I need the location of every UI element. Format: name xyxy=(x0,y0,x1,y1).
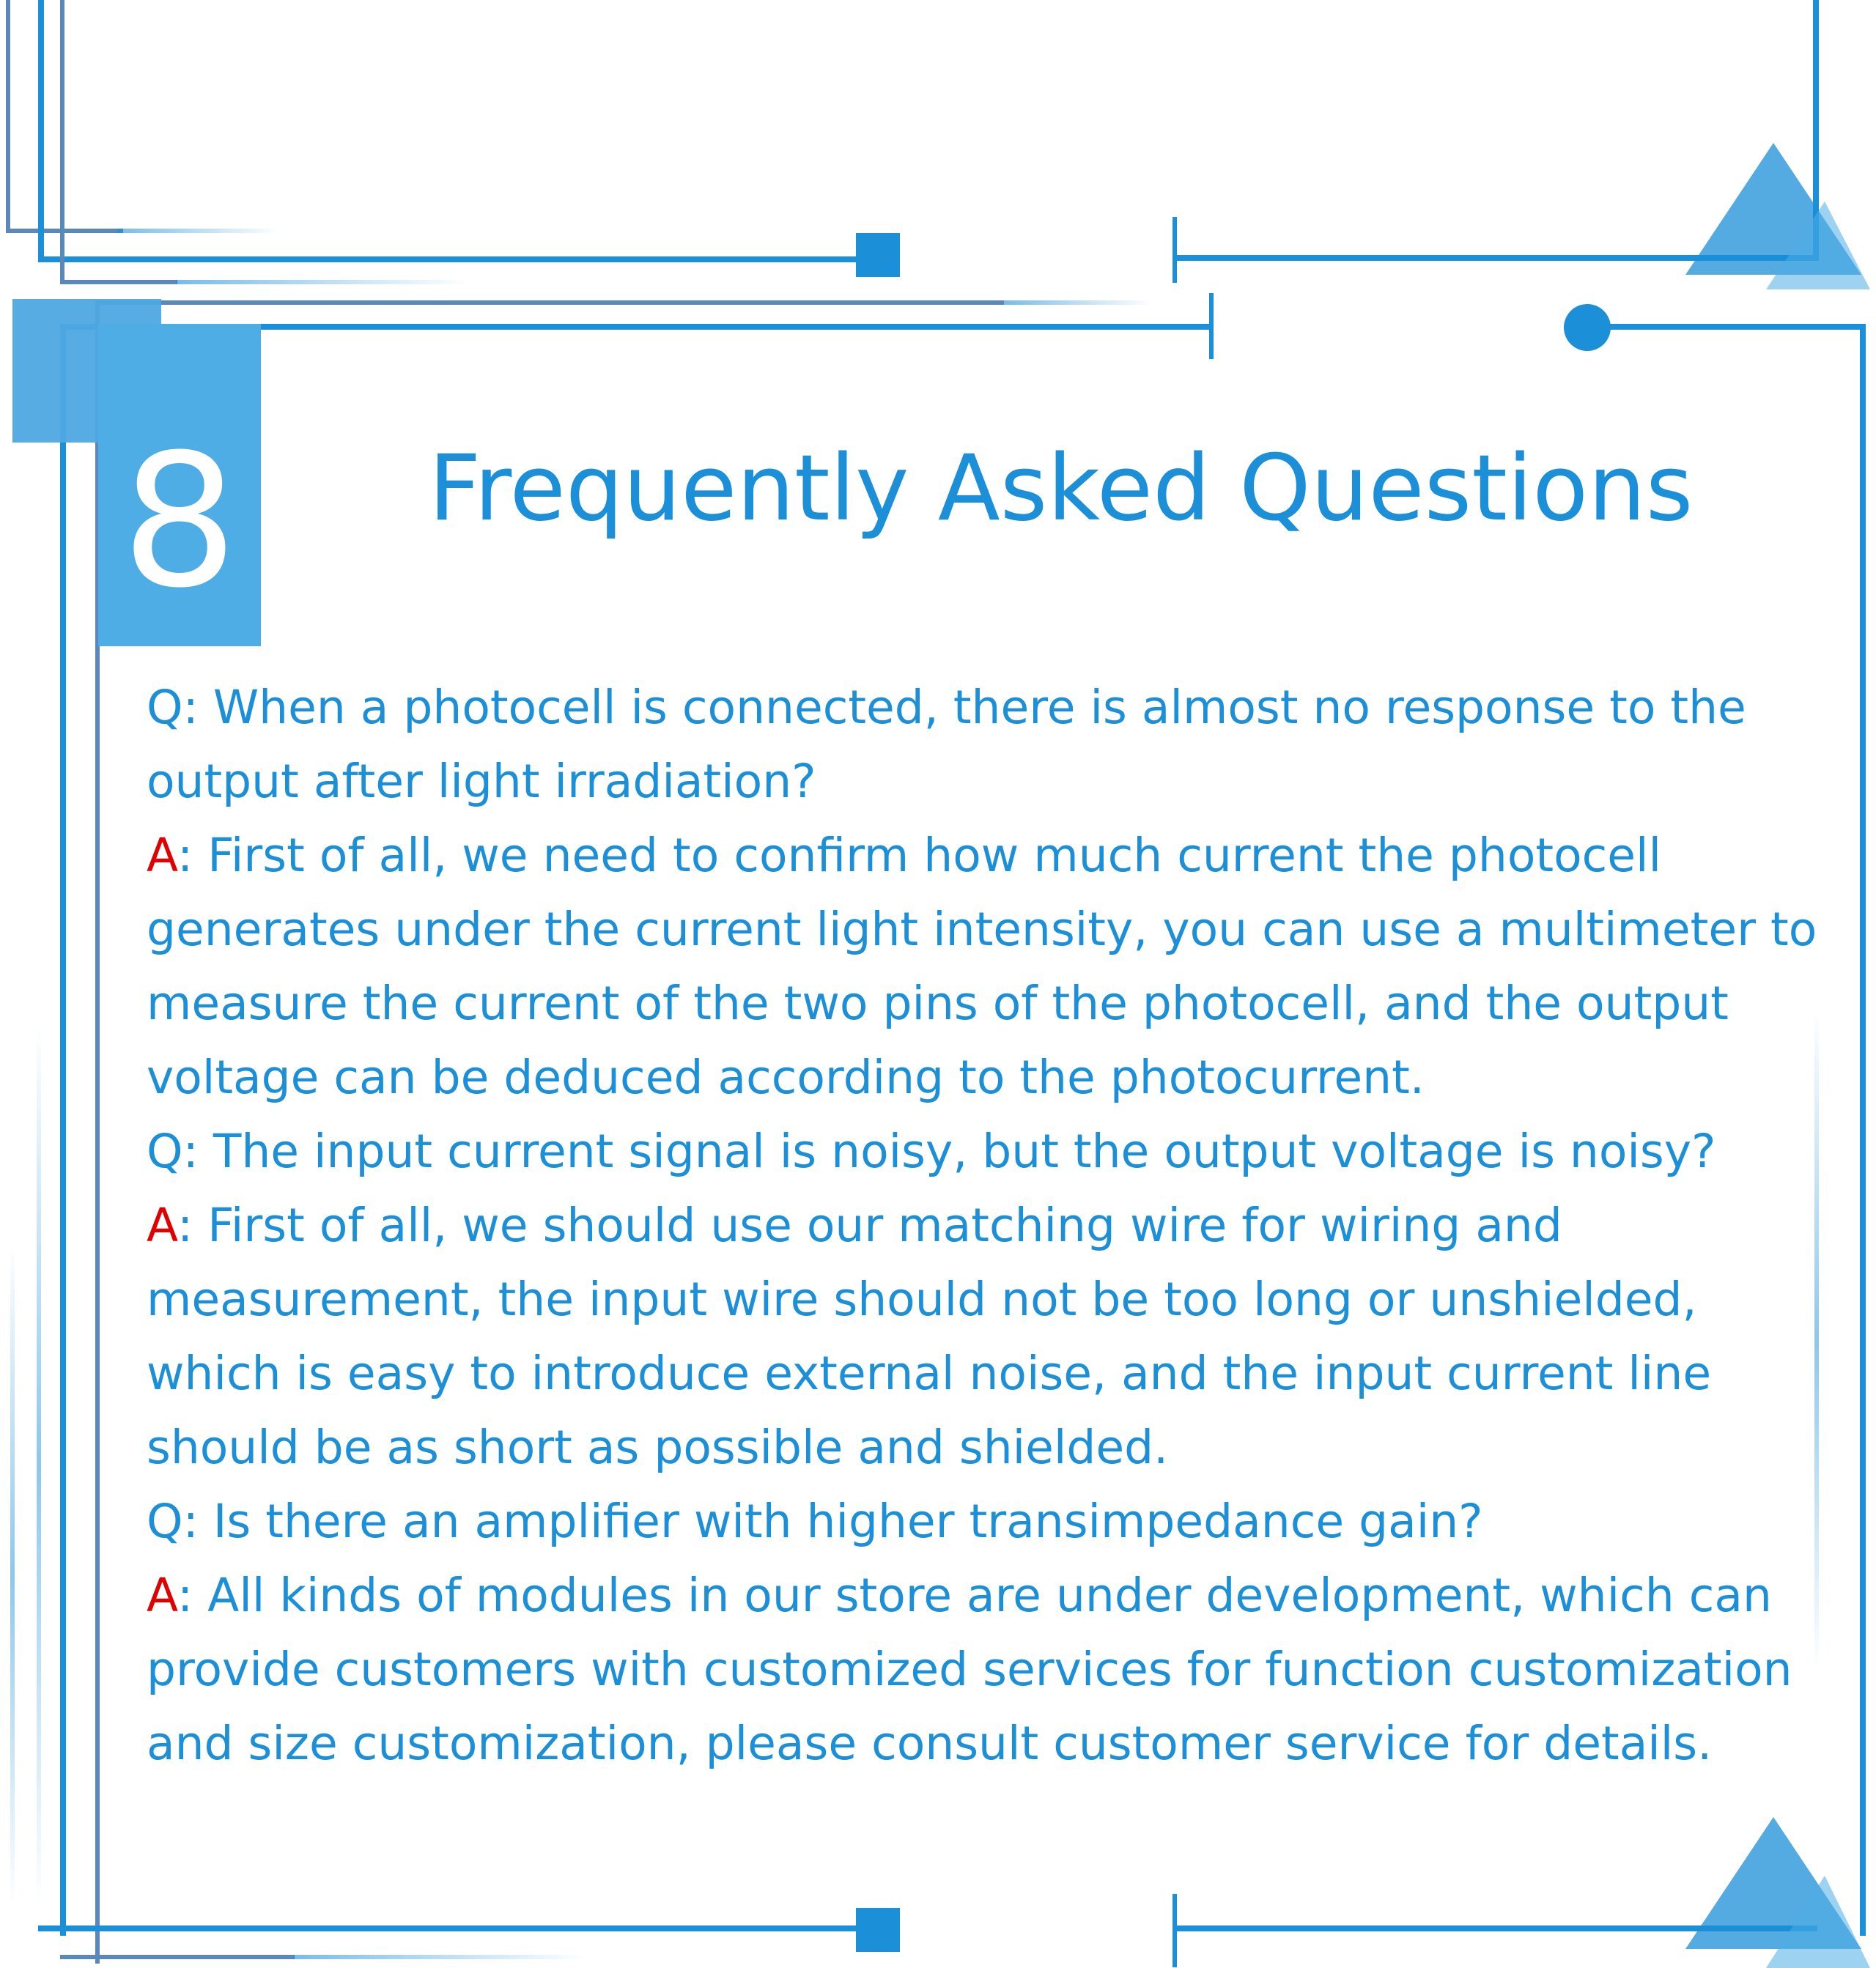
question-prefix: Q: xyxy=(147,1125,213,1178)
frame-line-fade xyxy=(293,1955,586,1959)
faq-question xyxy=(147,1484,1832,1558)
question-text: When a photocell is connected, there is almost no response to the output after light irradiation? xyxy=(147,681,1746,808)
frame-line xyxy=(95,300,1004,305)
question-prefix: Q: xyxy=(147,681,213,734)
square-marker xyxy=(856,233,900,277)
frame-line-fade xyxy=(117,229,278,233)
frame-line-fade xyxy=(176,280,469,284)
frame-line-fade xyxy=(37,1026,41,1905)
section-number: 8 xyxy=(121,415,238,628)
frame-line-fade xyxy=(10,1246,15,1905)
answer-prefix: A xyxy=(147,1569,177,1622)
triangle-decoration xyxy=(1685,1817,1876,1968)
frame-line xyxy=(38,0,44,262)
frame-line xyxy=(60,324,66,1936)
circle-marker xyxy=(1564,304,1611,351)
frame-line xyxy=(60,280,177,284)
triangle-decoration xyxy=(1685,143,1876,289)
frame-line xyxy=(60,0,64,284)
answer-text: : First of all, we need to confirm how much current the photocell generates under the current light intensity, you can use a multimeter to measure the current of the two pins of the photocell, and the output voltage can be deduced according to the photocurrent. xyxy=(147,829,1817,1104)
faq-answer xyxy=(147,1558,1832,1780)
square-marker xyxy=(856,1908,900,1952)
section-number-block xyxy=(98,324,261,646)
answer-prefix: A xyxy=(147,1199,177,1252)
frame-line xyxy=(60,1955,295,1959)
answer-prefix: A xyxy=(147,829,177,882)
frame-line-fade xyxy=(1004,300,1151,305)
tick-mark xyxy=(1172,217,1177,283)
frame-line xyxy=(6,0,10,233)
page-title: Frequently Asked Questions xyxy=(429,436,1694,541)
faq-question xyxy=(147,1114,1832,1188)
question-text: Is there an amplifier with higher transimpedance gain? xyxy=(213,1495,1483,1548)
frame-line xyxy=(1860,324,1866,1936)
faq-answer xyxy=(147,1188,1832,1484)
frame-line xyxy=(1609,324,1866,330)
faq-answer xyxy=(147,818,1832,1114)
faq-question xyxy=(147,670,1832,818)
tick-mark xyxy=(1209,293,1214,359)
question-text: The input current signal is noisy, but the output voltage is noisy? xyxy=(213,1125,1716,1178)
faq-list xyxy=(147,670,1832,1780)
frame-line xyxy=(38,256,859,262)
frame-line xyxy=(38,1926,859,1931)
answer-text: : All kinds of modules in our store are under development, which can provide customers with customized services for function customization and size customization, please consult customer service for details. xyxy=(147,1569,1792,1770)
question-prefix: Q: xyxy=(147,1495,213,1548)
answer-text: : First of all, we should use our matching wire for wiring and measurement, the input wire should not be too long or unshielded, which is easy to introduce external noise, and the input current line should be as short as possible and shielded. xyxy=(147,1199,1712,1474)
frame-line xyxy=(6,229,123,233)
